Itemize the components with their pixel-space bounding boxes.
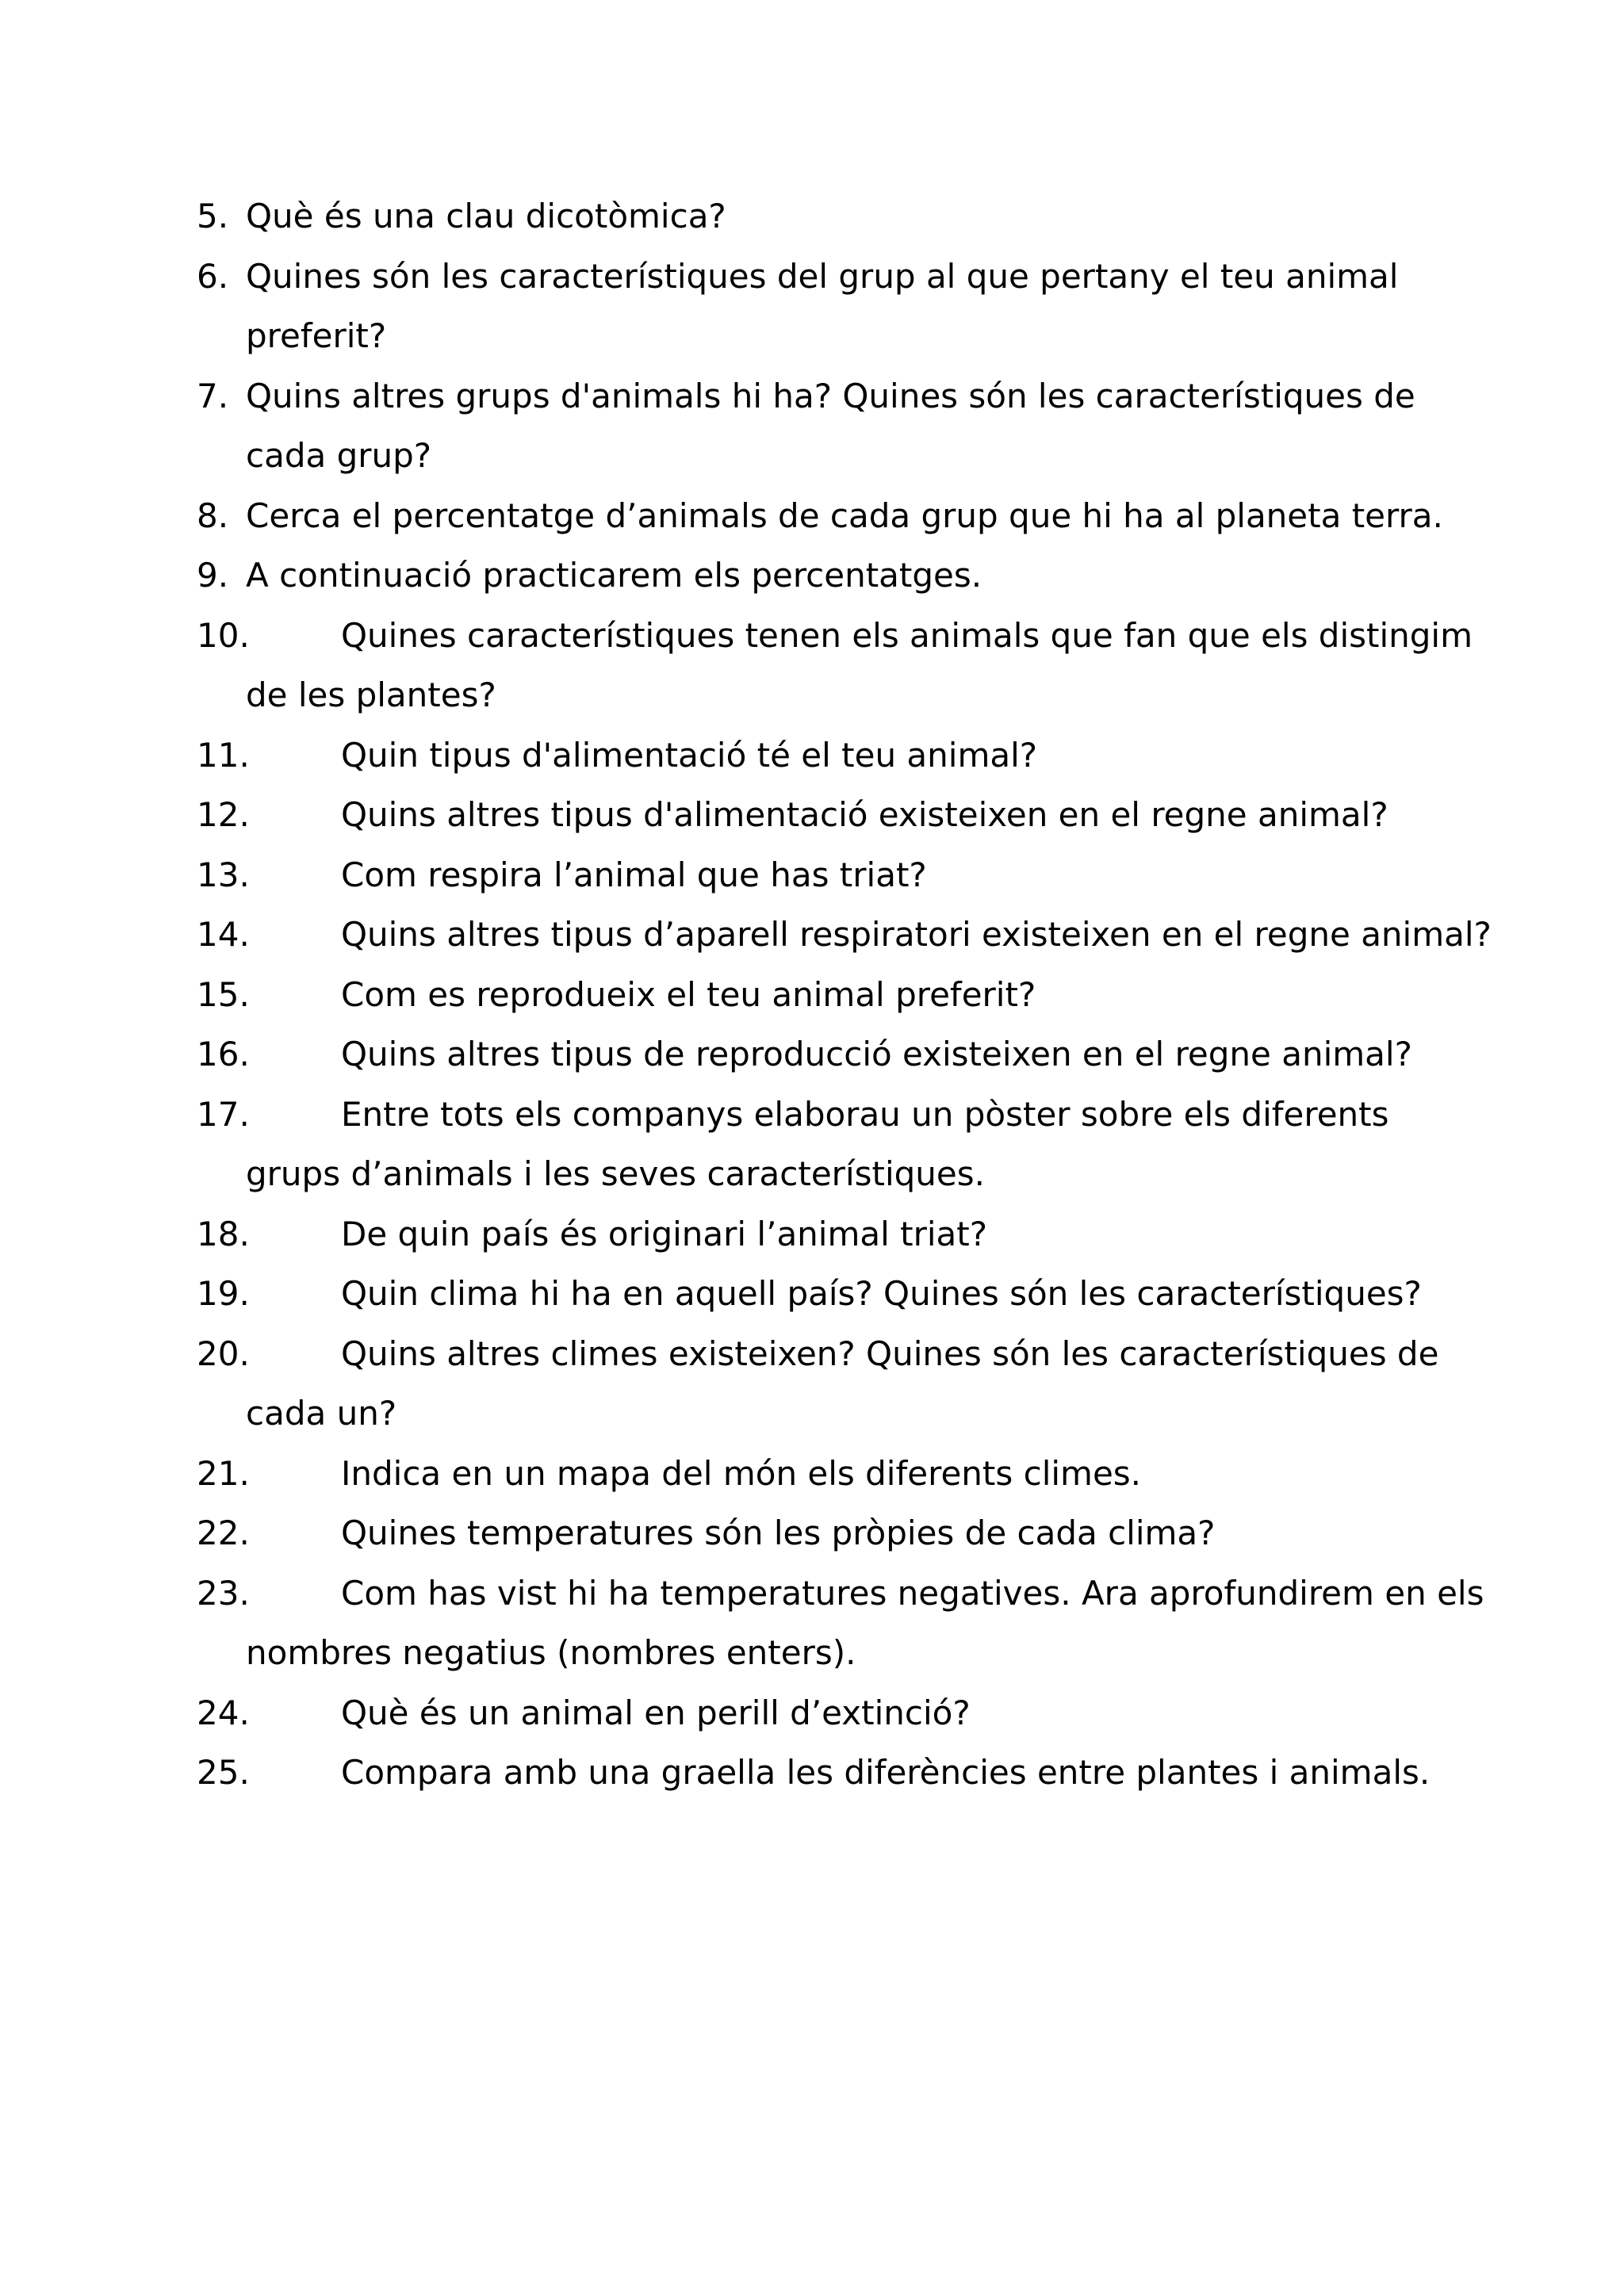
list-item-number: 24. xyxy=(197,1693,250,1732)
list-item-line: Quin tipus d'alimentació té el teu animal? xyxy=(341,735,1038,775)
list-item xyxy=(0,1503,1624,1563)
list-item-text xyxy=(246,247,1530,366)
list-item-line: Cerca el percentatge d’animals de cada grup que hi ha al planeta terra. xyxy=(246,496,1443,535)
list-item-line: Quins altres tipus de reproducció existeixen en el regne animal? xyxy=(341,1035,1412,1073)
list-item-text xyxy=(341,1683,1530,1743)
list-item-text xyxy=(246,545,1530,606)
list-item xyxy=(0,1563,1624,1683)
list-item-number: 6. xyxy=(197,256,229,296)
list-item-text xyxy=(341,785,1530,845)
list-item-number: 21. xyxy=(197,1453,250,1493)
list-item-line: Indica en un mapa del món els diferents climes. xyxy=(341,1453,1142,1493)
list-item-line: Compara amb una graella les diferències entre plantes i animals. xyxy=(341,1753,1431,1792)
list-item-line: Quins altres climes existeixen? Quines són les característiques de xyxy=(341,1334,1439,1373)
list-item-number: 7. xyxy=(197,376,229,415)
list-item-line: nombres negatius (nombres enters). xyxy=(246,1633,856,1672)
list-item-number: 25. xyxy=(197,1753,250,1792)
list-item-text xyxy=(246,1563,1530,1683)
list-item-text xyxy=(341,1743,1530,1803)
list-item-text xyxy=(246,1324,1530,1444)
list-item xyxy=(0,1024,1624,1085)
list-item-line: Quines característiques tenen els animals que fan que els distingim xyxy=(341,615,1473,655)
list-item-text xyxy=(341,845,1530,905)
list-item-number: 14. xyxy=(197,915,250,954)
list-item xyxy=(0,606,1624,725)
list-item-line: Què és un animal en perill d’extinció? xyxy=(341,1693,971,1732)
list-item-line: Què és una clau dicotòmica? xyxy=(246,197,726,235)
list-item-number: 17. xyxy=(197,1094,250,1134)
list-item xyxy=(0,845,1624,905)
list-item xyxy=(0,905,1624,965)
list-item-text xyxy=(341,1503,1530,1563)
list-item-text xyxy=(341,1444,1530,1504)
list-item-number: 13. xyxy=(197,855,250,894)
list-item-text xyxy=(246,486,1530,546)
list-item-text xyxy=(246,366,1530,486)
list-item-number: 9. xyxy=(197,556,229,595)
list-item xyxy=(0,247,1624,366)
list-item xyxy=(0,186,1624,247)
list-item-number: 22. xyxy=(197,1513,250,1552)
list-item-line: cada un? xyxy=(246,1394,397,1433)
list-item xyxy=(0,545,1624,606)
list-item xyxy=(0,1085,1624,1204)
list-item xyxy=(0,486,1624,546)
list-item-number: 11. xyxy=(197,735,250,775)
list-item xyxy=(0,1324,1624,1444)
list-item xyxy=(0,1444,1624,1504)
list-item-text xyxy=(246,186,1530,247)
list-item-text xyxy=(341,1204,1530,1265)
list-item-line: Quin clima hi ha en aquell país? Quines són les característiques? xyxy=(341,1274,1422,1313)
list-item-text xyxy=(246,606,1530,725)
list-item xyxy=(0,1264,1624,1324)
list-item-line: Com respira l’animal que has triat? xyxy=(341,855,927,894)
list-item-line: Quines són les característiques del grup al que pertany el teu animal xyxy=(246,256,1399,296)
list-item-number: 12. xyxy=(197,795,250,834)
question-list xyxy=(0,186,1624,1803)
list-item-text xyxy=(341,965,1530,1025)
list-item xyxy=(0,366,1624,486)
list-item-number: 18. xyxy=(197,1214,250,1253)
list-item-number: 19. xyxy=(197,1274,250,1313)
list-item xyxy=(0,785,1624,845)
list-item-line: de les plantes? xyxy=(246,675,496,714)
list-item-text xyxy=(341,1024,1530,1085)
list-item-line: preferit? xyxy=(246,316,387,355)
list-item-number: 23. xyxy=(197,1573,250,1613)
list-item xyxy=(0,1683,1624,1743)
list-item-line: A continuació practicarem els percentatges. xyxy=(246,556,982,595)
list-item-line: Com es reprodueix el teu animal preferit? xyxy=(341,974,1036,1014)
list-item xyxy=(0,725,1624,786)
list-item-number: 15. xyxy=(197,974,250,1014)
list-item-line: Quins altres tipus d'alimentació existeixen en el regne animal? xyxy=(341,795,1388,834)
list-item-number: 8. xyxy=(197,496,229,535)
list-item-line: Quines temperatures són les pròpies de cada clima? xyxy=(341,1513,1216,1552)
list-item xyxy=(0,1743,1624,1803)
list-item-line: De quin país és originari l’animal triat? xyxy=(341,1214,988,1253)
list-item-line: Quins altres tipus d’aparell respiratori existeixen en el regne animal? xyxy=(341,915,1492,954)
list-item-line: Entre tots els companys elaborau un pòster sobre els diferents xyxy=(341,1094,1389,1134)
list-item-number: 16. xyxy=(197,1035,250,1073)
list-item-text xyxy=(246,1085,1530,1204)
list-item-text xyxy=(341,905,1530,965)
list-item xyxy=(0,965,1624,1025)
list-item-line: grups d’animals i les seves característiques. xyxy=(246,1154,985,1193)
list-item-number: 5. xyxy=(197,197,229,235)
list-item-text xyxy=(341,1264,1530,1324)
list-item-line: cada grup? xyxy=(246,436,432,475)
list-item-line: Com has vist hi ha temperatures negatives. Ara aprofundirem en els xyxy=(341,1573,1484,1613)
list-item-line: Quins altres grups d'animals hi ha? Quines són les característiques de xyxy=(246,376,1415,415)
list-item-text xyxy=(341,725,1530,786)
list-item-number: 20. xyxy=(197,1334,250,1373)
list-item-number: 10. xyxy=(197,615,250,655)
list-item xyxy=(0,1204,1624,1265)
